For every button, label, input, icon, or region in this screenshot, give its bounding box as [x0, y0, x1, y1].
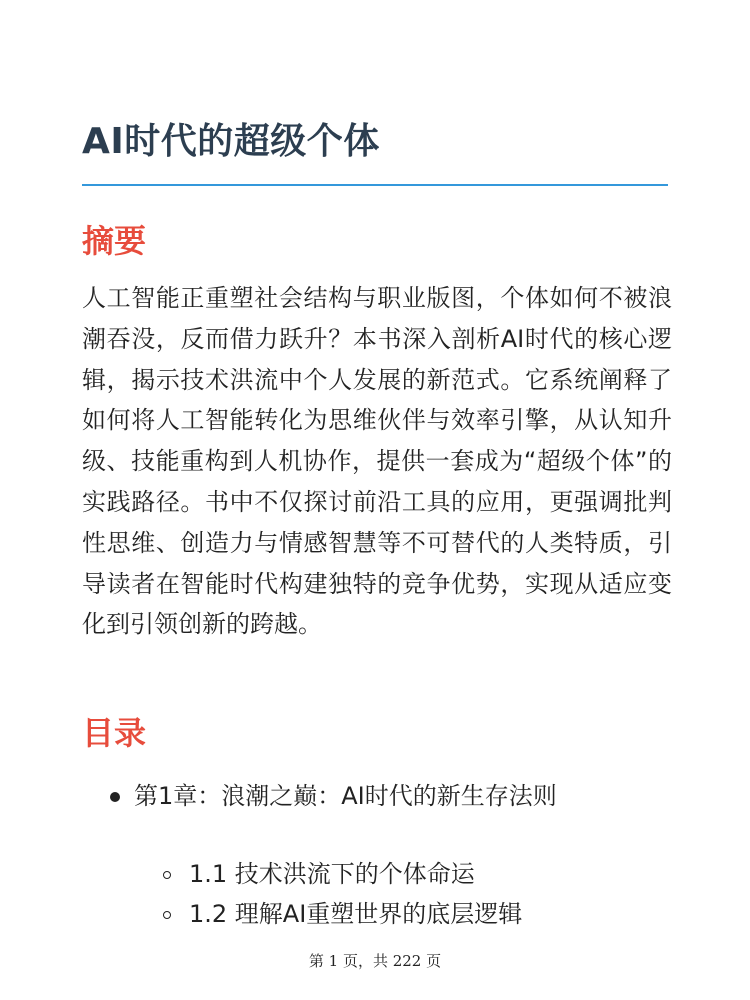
document-title: AI时代的超级个体: [82, 121, 380, 162]
bullet-dot-icon: [110, 792, 120, 802]
page-number-footer: 第 1 页，共 222 页: [308, 952, 442, 970]
toc-section-item: [0, 858, 750, 898]
bullet-circle-icon: [163, 871, 171, 879]
toc-list: [0, 772, 750, 822]
toc-chapter-item: [0, 772, 750, 822]
summary-heading: 摘要: [82, 222, 147, 260]
toc-section-item: [0, 898, 750, 938]
toc-section-label: 1.1 技术洪流下的个体命运: [189, 860, 475, 888]
summary-paragraph: 人工智能正重塑社会结构与职业版图，个体如何不被浪潮吞没，反而借力跃升？本书深入剖析AI时代的核心逻辑，揭示技术洪流中个人发展的新范式。它系统阐释了如何将人工智能转化为思维伙伴与效率引擎，从认知升级、技能重构到人机协作，提供一套成为“超级个体”的实践路径。书中不仅探讨前沿工具的应用，更强调批判性思维、创造力与情感智慧等不可替代的人类特质，引导读者在智能时代构建独特的竞争优势，实现从适应变化到引领创新的跨越。: [82, 284, 672, 639]
title-divider: [82, 184, 668, 186]
bullet-circle-icon: [163, 911, 171, 919]
toc-section-label: 1.2 理解AI重塑世界的底层逻辑: [189, 900, 523, 928]
toc-chapter-label: 第1章：浪潮之巅：AI时代的新生存法则: [134, 782, 557, 810]
toc-heading: 目录: [82, 714, 147, 752]
toc-section-list: [0, 858, 750, 938]
